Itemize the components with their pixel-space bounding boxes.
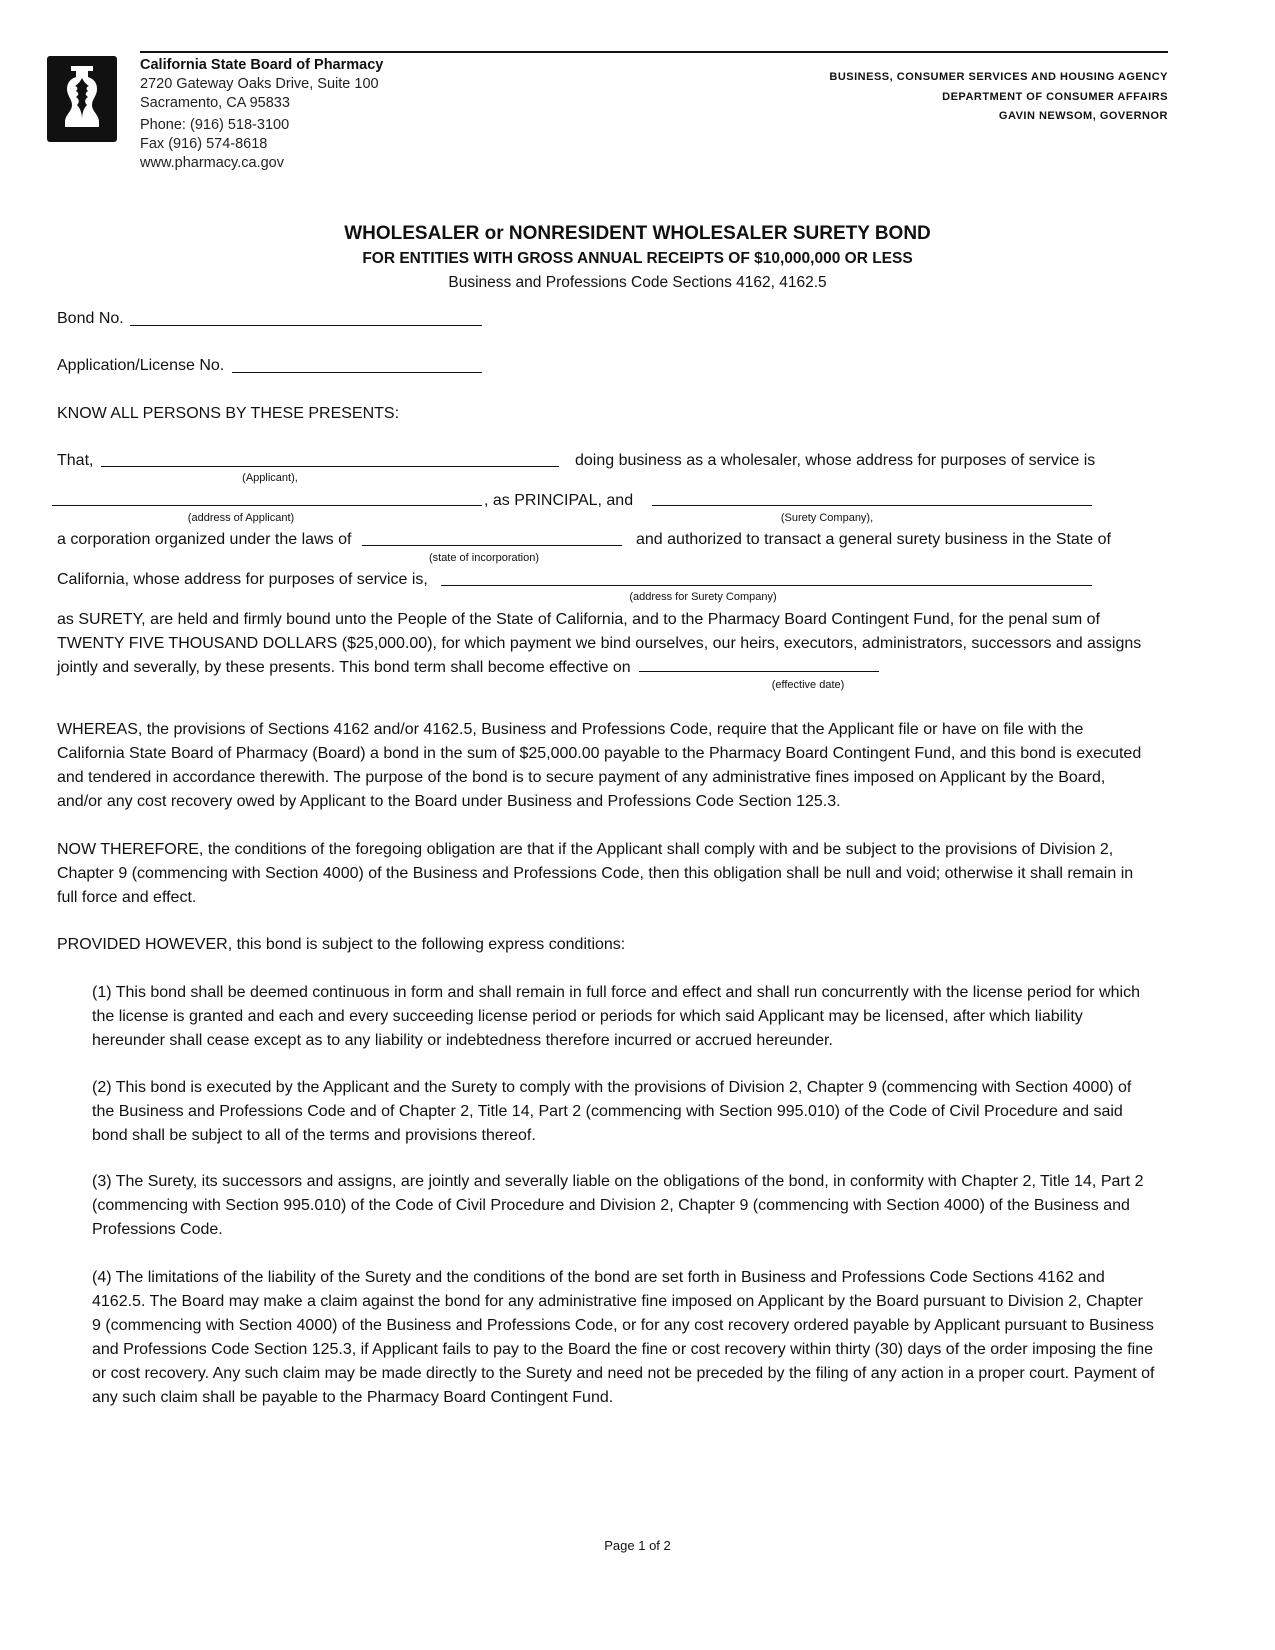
effective-date-field[interactable]	[639, 657, 879, 672]
board-address-block	[140, 56, 383, 173]
as-principal-text: , as PRINCIPAL, and	[484, 492, 634, 509]
surety-company-field[interactable]	[652, 505, 1092, 506]
surety-address-field[interactable]	[441, 585, 1092, 586]
header-rule	[140, 51, 1168, 53]
know-all-persons: KNOW ALL PERSONS BY THESE PRESENTS:	[57, 405, 400, 422]
bond-no-field[interactable]	[130, 325, 482, 326]
that-label: That,	[57, 452, 94, 469]
state-of-incorporation-field[interactable]	[362, 545, 622, 546]
phone: Phone: (916) 518-3100	[140, 117, 290, 133]
doing-business-text: doing business as a wholesaler, whose address for purposes of service is	[575, 452, 1096, 469]
condition-2: (2) This bond is executed by the Applicant and the Surety to comply with the provisions of Division 2, Chapter 9 (commencing with Section 4000) of the Business and Professions Code and of Chapter 2, Title 14, Part 2 (commencing with Section 995.010) of the Code of Civil Procedure and said bond shall be subject to all of the terms and provisions thereof.	[92, 1079, 1132, 1144]
form-title: WHOLESALER or NONRESIDENT WHOLESALER SURETY BOND	[344, 223, 931, 244]
department-name: DEPARTMENT OF CONSUMER AFFAIRS	[942, 90, 1168, 103]
applicant-field[interactable]	[101, 466, 559, 467]
org-name: California State Board of Pharmacy	[140, 57, 384, 73]
agency-block	[829, 68, 1168, 127]
applicant-address-field[interactable]	[52, 505, 482, 506]
effective-date-caption: (effective date)	[771, 679, 845, 691]
now-therefore-paragraph: NOW THEREFORE, the conditions of the foregoing obligation are that if the Applicant shall comply with and be subject to the provisions of Division 2, Chapter 9 (commencing with Section 4000) of the Business and Professions Code, then this obligation shall be null and void; otherwise it shall remain in full force and effect.	[57, 841, 1134, 906]
website: www.pharmacy.ca.gov	[140, 155, 284, 171]
surety-company-caption: (Surety Company),	[780, 512, 874, 524]
condition-3: (3) The Surety, its successors and assigns, are jointly and severally liable on the obligations of the bond, in conformity with Chapter 2, Title 14, Part 2 (commencing with Section 995.010) of the Code of Civil Procedure and Division 2, Chapter 9 (commencing with Section 4000) of the Business and Professions Code.	[92, 1173, 1144, 1238]
agency-name: BUSINESS, CONSUMER SERVICES AND HOUSING AGENCY	[829, 71, 1168, 83]
authorized-text: and authorized to transact a general surety business in the State of	[636, 531, 1111, 548]
applicant-address-caption: (address of Applicant)	[187, 512, 295, 524]
surety-paragraph-text: as SURETY, are held and firmly bound unto the People of the State of California, and to the Pharmacy Board Contingent Fund, for the penal sum of TWENTY FIVE THOUSAND DOLLARS ($25,000.00), for which payment we bind ourselves, our heirs, executors, administrators, successors and assigns jointly and severally, by these presents. This bond term shall become effective on	[57, 611, 1142, 676]
form-code-reference: Business and Professions Code Sections 4162, 4162.5	[448, 274, 827, 291]
provided-however-paragraph: PROVIDED HOWEVER, this bond is subject to the following express conditions:	[57, 936, 626, 953]
mortar-pestle-profile-icon	[47, 56, 117, 142]
california-address-text: California, whose address for purposes of service is,	[57, 571, 428, 588]
address-line1: 2720 Gateway Oaks Drive, Suite 100	[140, 76, 379, 92]
whereas-paragraph: WHEREAS, the provisions of Sections 4162 and/or 4162.5, Business and Professions Code, require that the Applicant file or have on file with the California State Board of Pharmacy (Board) a bond in the sum of $25,000.00 payable to the Pharmacy Board Contingent Fund, and this bond is executed and tendered in accordance therewith. The purpose of the bond is to secure payment of any administrative fines imposed on Applicant by the Board, and/or any cost recovery owed by Applicant to the Board under Business and Professions Code Section 125.3.	[57, 721, 1142, 810]
governor-name: GAVIN NEWSOM, GOVERNOR	[998, 110, 1168, 122]
application-license-field[interactable]	[232, 372, 482, 373]
address-line2: Sacramento, CA 95833	[140, 95, 290, 111]
state-caption: (state of incorporation)	[428, 552, 540, 564]
surety-paragraph	[57, 608, 1157, 680]
condition-1: (1) This bond shall be deemed continuous in form and shall remain in full force and effect and shall run concurrently with the license period for which the license is granted and each and every succeeding license period or periods for which said Applicant may be licensed, after which liability hereunder shall cease except as to any liability or indebtedness therefore incurred or accrued hereunder.	[92, 984, 1140, 1049]
fax: Fax (916) 574-8618	[140, 136, 268, 152]
surety-address-caption: (address for Surety Company)	[629, 591, 777, 603]
corporation-text: a corporation organized under the laws of	[57, 531, 352, 548]
form-subtitle: FOR ENTITIES WITH GROSS ANNUAL RECEIPTS OF $10,000,000 OR LESS	[362, 250, 913, 267]
applicant-caption: (Applicant),	[242, 472, 298, 484]
page-number: Page 1 of 2	[604, 1538, 671, 1553]
bond-no-label: Bond No.	[57, 310, 124, 327]
application-license-label: Application/License No.	[57, 357, 225, 374]
condition-4: (4) The limitations of the liability of the Surety and the conditions of the bond are set forth in Business and Professions Code Sections 4162 and 4162.5. The Board may make a claim against the bond for any administrative fine imposed on Applicant by the Board pursuant to Division 2, Chapter 9 (commencing with Section 4000) of the Business and Professions Code, or for any cost recovery ordered payable by Applicant pursuant to Business and Professions Code Section 125.3, if Applicant fails to pay to the Board the fine or cost recovery within thirty (30) days of the order imposing the fine or cost recovery. Any such claim may be made directly to the Surety and need not be preceded by the filing of any action in a proper court. Payment of any such claim shall be payable to the Pharmacy Board Contingent Fund.	[92, 1269, 1155, 1406]
